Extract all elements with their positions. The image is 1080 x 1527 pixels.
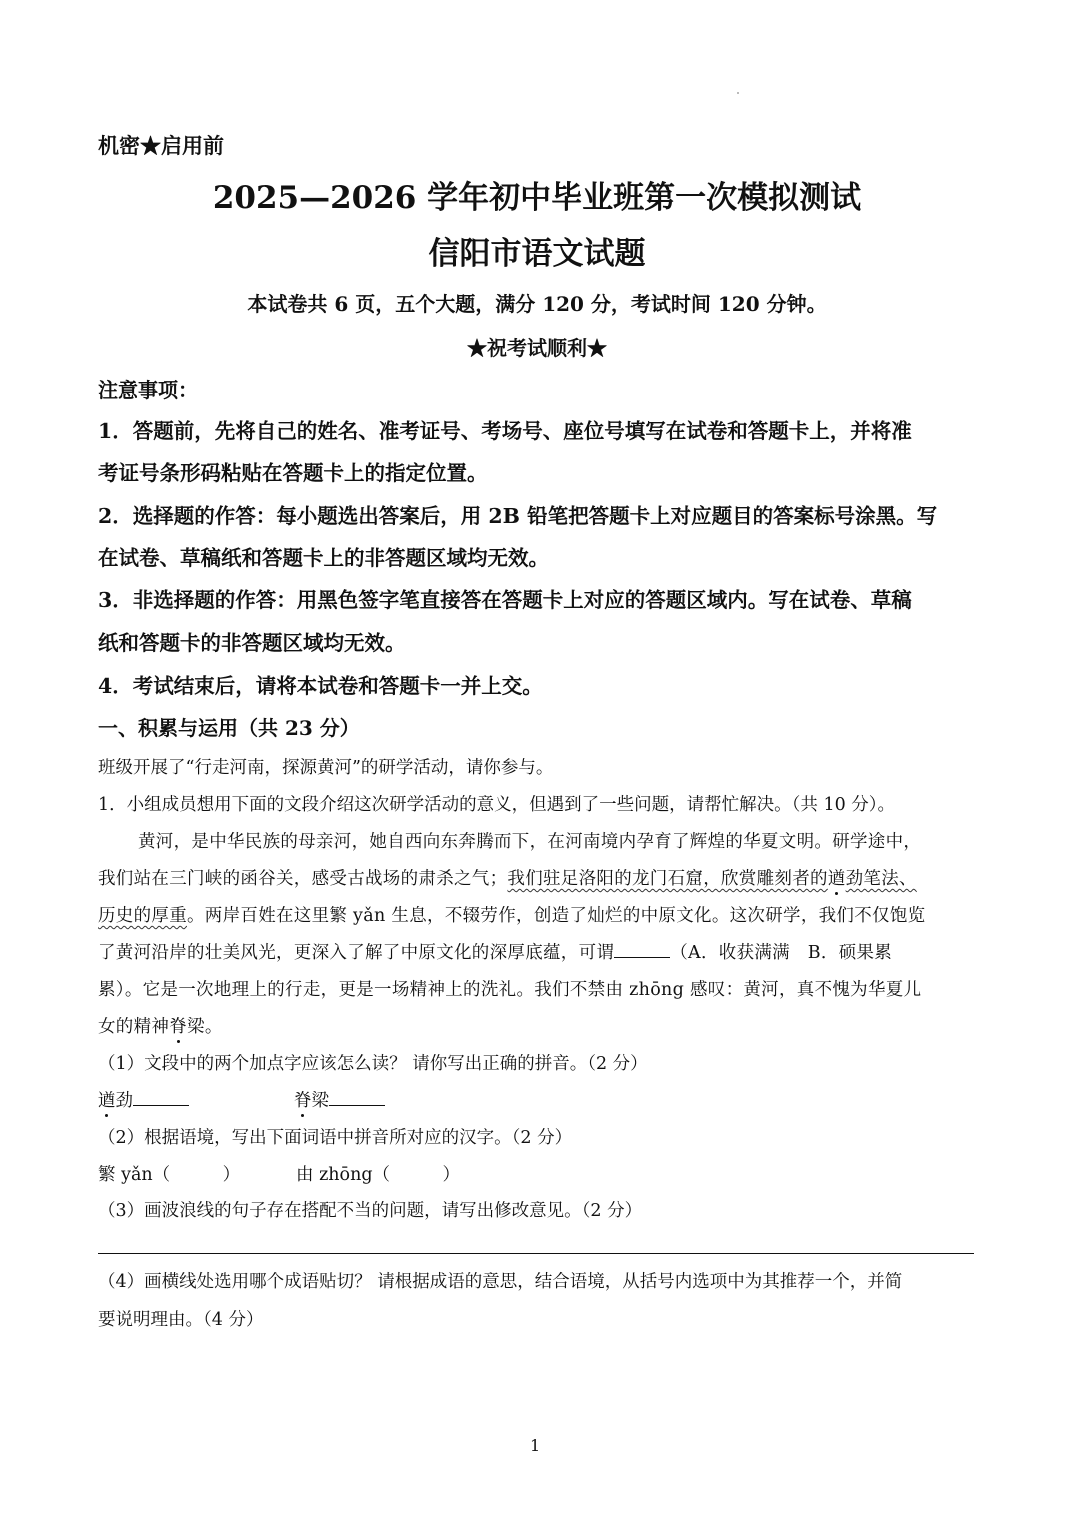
dotted-char: 遒 [98,1087,116,1112]
note-line: 4．考试结束后，请将本试卷和答题卡一并上交。 [98,674,543,698]
answer-blank [133,1105,189,1106]
passage-line [98,1013,223,1038]
dotted-char: 遒 [828,865,846,890]
passage-text: 劲笔法、 [845,869,917,889]
passage-text: 我们站在三门峡的函谷关，感受古战场的肃杀之气； [98,869,508,889]
answer-line [98,1253,974,1254]
page-number: 1 [530,1436,541,1455]
note-line: 纸和答题卡的非答题区域均无效。 [98,631,406,655]
subquestion-4: （4）画横线处选用哪个成语贴切？ 请根据成语的意思，结合语境，从括号内选项中为其推荐一个，并简 [98,1272,903,1292]
exam-info: 本试卷共 6 页，五个大题，满分 120 分，考试时间 120 分钟。 [247,292,827,316]
answer-blank [329,1105,385,1106]
passage-line: 黄河，是中华民族的母亲河，她自西向东奔腾而下，在河南境内孕育了辉煌的华夏文明。研学途中， [138,832,922,852]
scan-speck [737,92,739,94]
good-luck-line: ★祝考试顺利★ [467,336,607,360]
dotted-char: 脊 [294,1087,312,1112]
note-line: 2．选择题的作答：每小题选出答案后，用 2B 铅笔把答题卡上对应题目的答案标号涂黑。写 [98,504,938,528]
passage-text: （A．收获满满 B．硕果累 [670,943,893,963]
dotted-char: 脊 [169,1013,187,1038]
idiom-blank [614,957,670,958]
note-line: 考证号条形码粘贴在答题卡上的指定位置。 [98,461,488,485]
passage-text: 了黄河沿岸的壮美风光，更深入了解了中原文化的深厚底蕴，可谓 [98,943,615,963]
pinyin-answer-row [294,1087,385,1112]
subquestion-4-cont: 要说明理由。（4 分） [98,1310,264,1330]
activity-intro: 班级开展了“行走河南，探源黄河”的研学活动，请你参与。 [98,758,554,778]
note-line: 在试卷、草稿纸和答题卡上的非答题区域均无效。 [98,546,549,570]
confidential-label: 机密★启用前 [98,133,224,158]
notes-heading: 注意事项： [98,378,198,402]
exam-subtitle: 信阳市语文试题 [428,236,646,272]
passage-text: 女的精神 [98,1017,170,1037]
passage-text: 我们驻足洛阳的龙门石窟，欣赏雕刻者的 [507,869,828,889]
passage-line [98,939,892,964]
word-text: 劲 [115,1091,133,1111]
wavy-sentence: 历史的厚重 [98,906,187,926]
exam-title: 2025—2026 学年初中毕业班第一次模拟测试 [212,180,862,216]
passage-line [98,902,925,927]
subquestion-2: （2）根据语境，写出下面词语中拼音所对应的汉字。（2 分） [98,1128,573,1148]
hanzi-fill: 繁 yǎn（ ） [98,1165,241,1185]
wavy-sentence [507,869,916,889]
subquestion-1: （1）文段中的两个加点字应该怎么读？ 请你写出正确的拼音。（2 分） [98,1054,648,1074]
subquestion-3: （3）画波浪线的句子存在搭配不当的问题，请写出修改意见。（2 分） [98,1201,643,1221]
passage-text: 梁。 [187,1017,223,1037]
passage-line: 累）。它是一次地理上的行走，更是一场精神上的洗礼。我们不禁由 zhōng 感叹：黄河，真不愧为华夏儿 [98,980,922,1000]
hanzi-fill: 由 zhōng（ ） [296,1165,461,1185]
section-heading: 一、积累与运用（共 23 分） [98,716,360,740]
question-1: 1．小组成员想用下面的文段介绍这次研学活动的意义，但遇到了一些问题，请帮忙解决。（共 10 分）。 [98,795,896,815]
word-text: 梁 [311,1091,329,1111]
passage-line [98,865,917,890]
pinyin-answer-row [98,1087,189,1112]
note-line: 1．答题前，先将自己的姓名、准考证号、考场号、座位号填写在试卷和答题卡上，并将准 [98,419,912,443]
passage-text: 。两岸百姓在这里繁 yǎn 生息，不辍劳作，创造了灿烂的中原文化。这次研学，我们不仅饱览 [187,906,926,926]
note-line: 3．非选择题的作答：用黑色签字笔直接答在答题卡上对应的答题区域内。写在试卷、草稿 [98,588,912,612]
